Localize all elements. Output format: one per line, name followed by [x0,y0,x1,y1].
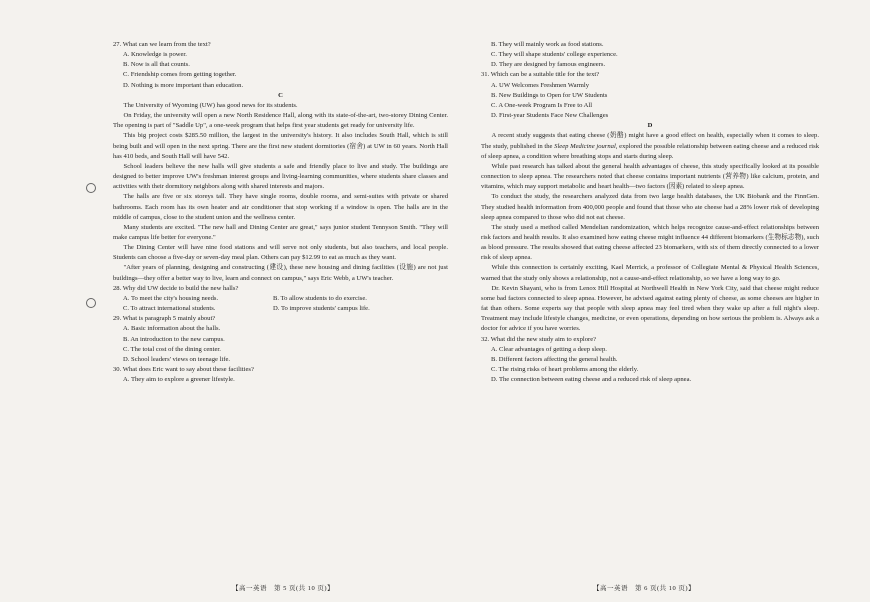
option-row [113,304,448,314]
left-line: School leaders believe the new halls will give students a safe and friendly place to live and study. The buildings are designed to better improve UW's freshman interest groups and living-learning communities, where students share classes and activities with their dormitory neighbors along with shared interests and majors. [113,162,448,191]
left-line: D. School leaders' views on teenage life. [123,355,231,363]
left-line: On Friday, the university will open a new North Residence Hall, along with its state-of-the-art, two-storey Dining Center. The opening is part of "Saddle Up", a one-week program that helps first year students get ready for university life. [113,112,448,130]
binding-hole-mark [86,183,96,193]
right-line: Dr. Kevin Shayani, who is from Lenox Hill Hospital at Northwell Health in New York City, said that cheese might reduce some bad factors connected to sleep apnea. However, he advised against eating plenty of cheese, as some cheeses are higher in fat than others. Some experts say that people with sleep apnea may feel tired when they wake up after a full night's sleep. Treatment may include lifestyle changes, medicine, or even operations, depending on how serious the problem is. Always ask a doctor for advice if you have worries. [481,284,819,333]
right-line: B. Different factors affecting the general health. [491,355,618,363]
left-column-bottom [113,314,448,385]
right-line: D [647,122,653,130]
left-line: 28. Why did UW decide to build the new halls? [113,284,239,292]
right-line: While past research has talked about the general health advantages of cheese, this study specifically looked at its possible connection to sleep apnea. The researchers noted that cheese contains important nutrients (营养物) like calcium, protein, and vitamins, which may support metabolic and heart health—two factors (因素) related to sleep apnea. [481,162,819,191]
option-row [113,294,448,304]
right-column-top [481,40,819,131]
left-line: 27. What can we learn from the text? [113,41,211,48]
left-line: B. An introduction to the new campus. [123,335,225,343]
right-line: B. They will mainly work as food stations. [491,41,604,48]
option-text: D. To improve students' campus life. [273,305,370,313]
left-line: "After years of planning, designing and constructing (建设), these new housing and dining facilities (设施) are not just buildings—they offer a better way to live, learn and connect on campus," says Eric Webb, a UW's teacher. [113,264,448,282]
page-footer-right: 【高一英语 第 6 页(共 10 页)】 [593,585,696,592]
right-line: D. The connection between eating cheese and a reduced risk of sleep apnea. [491,376,692,384]
option-text: B. To allow students to do exercise. [273,294,367,302]
left-line: 30. What does Eric want to say about these facilities? [113,366,254,373]
passage-d-p1-start: A recent study suggests that eating cheese (奶酪) might have a good effect on health, especially when it comes to sleep. The study, published in the [481,132,819,150]
right-line: D. First-year Students Face New Challenges [491,112,609,120]
passage-d-paragraph-1 [481,131,819,161]
right-line: A. UW Welcomes Freshmen Warmly [491,81,590,89]
left-line: B. Now is all that counts. [123,61,190,69]
question-28-options [113,294,448,314]
right-line: C. They will shape students' college experience. [491,51,618,59]
left-line: Many students are excited. "The new hall and Dining Center are great," says junior student Tennyson Smith. "They will make campus life better for everyone." [113,223,448,241]
page-6 [481,40,819,385]
left-line: C. Friendship comes from getting together. [123,71,237,79]
right-line: To conduct the study, the researchers analyzed data from two large health databases, the UK Biobank and the FinnGen. They studied health information from 400,000 people and found that those who ate cheese had a 28% lower risk of developing sleep apnea compared to those who did not eat cheese. [481,193,819,221]
right-line: C. A One-week Program Is Free to All [491,101,593,109]
option-text: A. To meet the city's housing needs. [123,294,219,302]
right-line: B. New Buildings to Open for UW Students [491,91,608,99]
left-line: D. Nothing is more important than education. [123,81,244,89]
left-line: The halls are five or six storeys tall. They have single rooms, double rooms, and semi-suites with private or shared bathrooms. Each room has its own heater and air conditioner that stop working if a window is open. The halls are in the middle of campus, close to the student union and the wellness center. [113,193,448,221]
left-line: A. They aim to explore a greener lifestyle. [123,376,235,384]
left-line: 29. What is paragraph 5 mainly about? [113,315,216,323]
left-line: C. The total cost of the dining center. [123,345,221,353]
option-text: C. To attract international students. [123,305,216,313]
left-line: The Dining Center will have nine food stations and will serve not only students, but also teachers, and local people. Students can choose a five-day or seven-day meal plan. Others can pay $12.99 to eat as much as they want. [113,244,448,262]
left-line: The University of Wyoming (UW) has good news for its students. [123,101,298,109]
left-column-top [113,40,448,294]
right-line: 31. Which can be a suitable title for the text? [481,71,600,79]
left-line: This big project costs $285.50 million, the largest in the university's history. It also includes South Hall, which is still being built and will open in the next spring. There are the first new student dormitories (宿舍) at UW in 60 years. North Hall has 410 beds, and South Hall will have 542. [113,132,448,160]
right-line: While this connection is certainly exciting, Kael Merrick, a professor of Collegiate Mental & Physical Health Sciences, warned that the study only shows a relationship, not a cause-and-effect relationship, so we have a long way to go. [481,264,819,282]
page-5 [113,40,448,385]
right-line: The study used a method called Mendelian randomization, which helps recognize cause-and-effect relationships between risk factors and health results. It also examined how eating cheese might influence 44 different biomarkers (生物标志物), such as blood pressure. The results showed that eating cheese affected 23 biomarkers, with six of them directly connected to a lower risk of sleep apnea. [481,223,819,262]
passage-d-p1-end: , explored the possible relationship between eating cheese and a reduced risk of sleep apnea, a condition where breathing stops and starts during sleep. [481,142,819,160]
binding-hole-mark [86,298,96,308]
left-line: A. Knowledge is power. [123,51,187,59]
right-line: D. They are designed by famous engineers. [491,61,606,69]
right-column-middle [481,162,819,385]
right-line: C. The rising risks of heart problems among the elderly. [491,366,639,373]
page-footer-left: 【高一英语 第 5 页(共 10 页)】 [232,585,335,592]
journal-name: Sleep Medicine journal [554,142,616,150]
left-line: A. Basic information about the halls. [123,325,221,333]
left-line: C [278,91,283,99]
right-line: 32. What did the new study aim to explore? [481,335,597,343]
right-line: A. Clear advantages of getting a deep sleep. [491,345,607,353]
